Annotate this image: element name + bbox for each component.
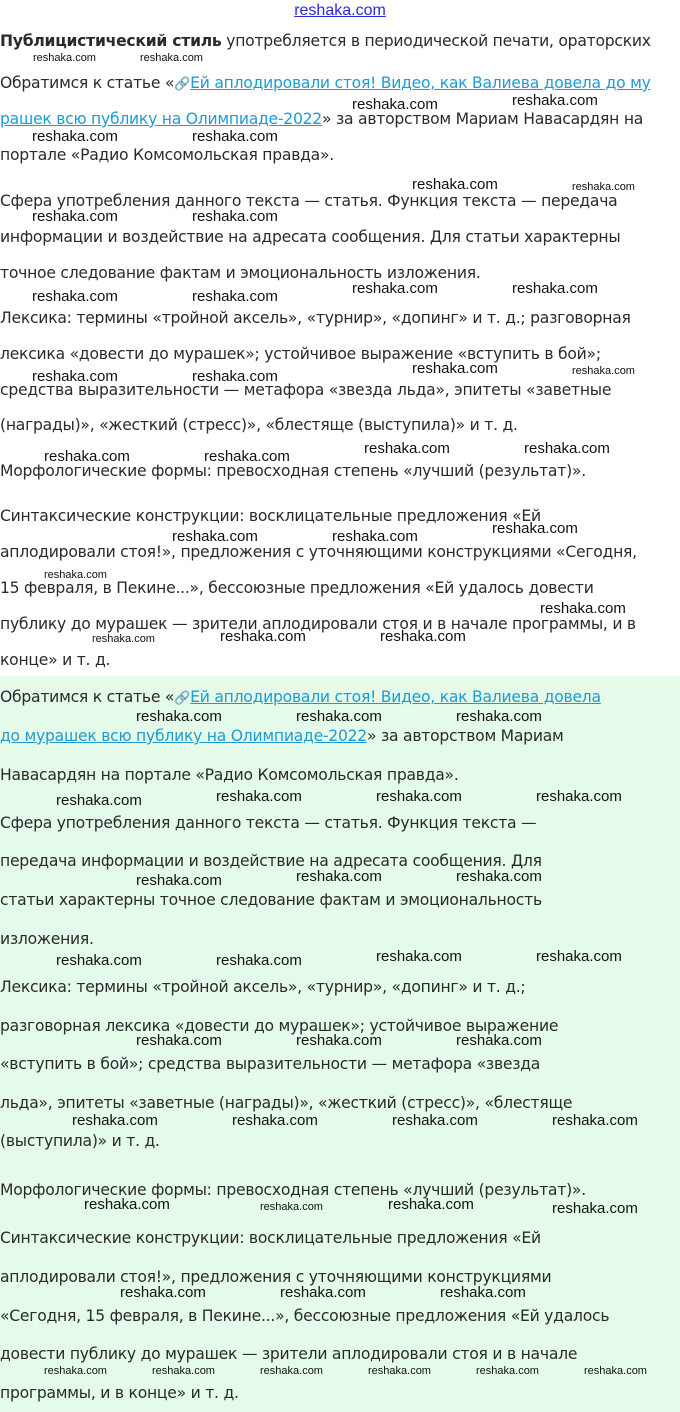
watermark: reshaka.com xyxy=(56,952,142,969)
watermark: reshaka.com xyxy=(376,948,462,965)
article-link-part-1[interactable]: Ей аплодировали стоя! Видео, как Валиева довела до му xyxy=(190,74,651,92)
hl-lexicon-line-4: льда», эпитеты «заветные (награды)», «жесткий (стресс)», «блестяще xyxy=(0,1094,573,1112)
watermark: reshaka.com xyxy=(364,440,450,457)
syntax-line-2: аплодировали стоя!», предложения с уточняющими конструкциями «Сегодня, xyxy=(0,543,637,561)
watermark: reshaka.com xyxy=(32,368,118,385)
hl-lexicon-line-5: (выступила)» и т. д. xyxy=(0,1132,160,1150)
watermark: reshaka.com xyxy=(44,569,107,581)
lexicon-line-1: Лексика: термины «тройной аксель», «турнир», «допинг» и т. д.; разговорная xyxy=(0,309,631,327)
hl-syntax-line-5: программы, и в конце» и т. д. xyxy=(0,1384,239,1402)
style-name: Публицистический стиль xyxy=(0,32,222,50)
watermark: reshaka.com xyxy=(352,280,438,297)
watermark: reshaka.com xyxy=(136,1032,222,1049)
watermark: reshaka.com xyxy=(72,1112,158,1129)
hl-article-link-part-2[interactable]: до мурашек всю публику на Олимпиаде-2022 xyxy=(0,727,367,745)
watermark: reshaka.com xyxy=(152,1365,215,1377)
watermark: reshaka.com xyxy=(296,708,382,725)
watermark: reshaka.com xyxy=(204,448,290,465)
watermark: reshaka.com xyxy=(192,208,278,225)
syntax-line-3: 15 февраля, в Пекине...», бессоюзные предложения «Ей удалось довести xyxy=(0,579,594,597)
hl-article-ref-author: » за авторством Мариам xyxy=(366,727,564,745)
intro-rest: употребляется в периодической печати, ораторских xyxy=(221,32,651,50)
hl-sphere-line-4: изложения. xyxy=(0,930,94,948)
sphere-line-1: Сфера употребления данного текста — статья. Функция текста — передача xyxy=(0,192,618,210)
watermark: reshaka.com xyxy=(216,788,302,805)
chain-link-icon: 🔗 xyxy=(174,691,191,706)
watermark: reshaka.com xyxy=(456,868,542,885)
watermark: reshaka.com xyxy=(440,1284,526,1301)
chain-link-icon: 🔗 xyxy=(174,77,191,92)
hl-syntax-line-4: довести публику до мурашек — зрители аплодировали стоя и в начале xyxy=(0,1345,578,1363)
watermark: reshaka.com xyxy=(33,52,96,64)
watermark: reshaka.com xyxy=(136,708,222,725)
watermark: reshaka.com xyxy=(216,952,302,969)
watermark: reshaka.com xyxy=(536,788,622,805)
hl-syntax-line-2: аплодировали стоя!», предложения с уточняющими конструкциями xyxy=(0,1268,552,1286)
lexicon-line-2: лексика «довести до мурашек»; устойчивое выражение «вступить в бой»; xyxy=(0,345,601,363)
watermark: reshaka.com xyxy=(296,1032,382,1049)
hl-article-ref-prefix: Обратимся к статье « xyxy=(0,688,175,706)
watermark: reshaka.com xyxy=(92,633,155,645)
article-ref-prefix: Обратимся к статье « xyxy=(0,74,175,92)
watermark: reshaka.com xyxy=(32,208,118,225)
hl-article-link-part-1[interactable]: Ей аплодировали стоя! Видео, как Валиева довела xyxy=(190,688,601,706)
watermark: reshaka.com xyxy=(192,128,278,145)
hl-sphere-line-3: статьи характерны точное следование фактам и эмоциональность xyxy=(0,891,542,909)
hl-sphere-line-2: передача информации и воздействие на адресата сообщения. Для xyxy=(0,852,542,870)
watermark: reshaka.com xyxy=(172,528,258,545)
watermark: reshaka.com xyxy=(572,181,635,193)
hl-article-ref-line-2 xyxy=(0,726,564,746)
watermark: reshaka.com xyxy=(540,600,626,617)
watermark: reshaka.com xyxy=(332,528,418,545)
article-ref-line-3: портале «Радио Комсомольская правда». xyxy=(0,146,334,164)
hl-lexicon-line-3: «вступить в бой»; средства выразительности — метафора «звезда xyxy=(0,1055,541,1073)
watermark: reshaka.com xyxy=(388,1196,474,1213)
hl-syntax-line-1: Синтаксические конструкции: восклицательные предложения «Ей xyxy=(0,1229,541,1247)
hl-article-ref-line-1 xyxy=(0,687,601,709)
watermark: reshaka.com xyxy=(232,1112,318,1129)
watermark: reshaka.com xyxy=(572,365,635,377)
watermark: reshaka.com xyxy=(412,176,498,193)
syntax-line-1: Синтаксические конструкции: восклицательные предложения «Ей xyxy=(0,507,541,525)
watermark: reshaka.com xyxy=(456,708,542,725)
watermark: reshaka.com xyxy=(456,1032,542,1049)
hl-syntax-line-3: «Сегодня, 15 февраля, в Пекине...», бессоюзные предложения «Ей удалось xyxy=(0,1307,610,1325)
article-link-part-2[interactable]: рашек всю публику на Олимпиаде-2022 xyxy=(0,110,322,128)
watermark: reshaka.com xyxy=(84,1196,170,1213)
watermark: reshaka.com xyxy=(392,1112,478,1129)
watermark: reshaka.com xyxy=(492,520,578,537)
site-header-link[interactable]: reshaka.com xyxy=(294,2,386,19)
lexicon-line-3: средства выразительности — метафора «звезда льда», эпитеты «заветные xyxy=(0,381,612,399)
watermark: reshaka.com xyxy=(192,288,278,305)
watermark: reshaka.com xyxy=(140,52,203,64)
watermark: reshaka.com xyxy=(32,288,118,305)
hl-sphere-line-1: Сфера употребления данного текста — статья. Функция текста — xyxy=(0,814,537,832)
intro-line xyxy=(0,31,651,51)
syntax-line-5: конце» и т. д. xyxy=(0,651,111,669)
watermark: reshaka.com xyxy=(380,628,466,645)
watermark: reshaka.com xyxy=(376,788,462,805)
watermark: reshaka.com xyxy=(32,128,118,145)
watermark: reshaka.com xyxy=(524,440,610,457)
watermark: reshaka.com xyxy=(512,92,598,109)
hl-morphology-line-1: Морфологические формы: превосходная степень «лучший (результат)». xyxy=(0,1181,586,1199)
watermark: reshaka.com xyxy=(136,872,222,889)
hl-article-ref-line-3: Навасардян на портале «Радио Комсомольская правда». xyxy=(0,766,459,784)
watermark: reshaka.com xyxy=(260,1201,323,1213)
watermark: reshaka.com xyxy=(476,1365,539,1377)
watermark: reshaka.com xyxy=(584,1365,647,1377)
watermark: reshaka.com xyxy=(56,792,142,809)
watermark: reshaka.com xyxy=(368,1365,431,1377)
sphere-line-3: точное следование фактам и эмоциональность изложения. xyxy=(0,264,481,282)
lexicon-line-4: (награды)», «жесткий (стресс)», «блестяще (выступила)» и т. д. xyxy=(0,416,518,434)
morphology-line-1: Морфологические формы: превосходная степень «лучший (результат)». xyxy=(0,462,586,480)
watermark: reshaka.com xyxy=(536,948,622,965)
syntax-line-4: публику до мурашек — зрители аплодировали стоя и в начале программы, и в xyxy=(0,615,636,633)
watermark: reshaka.com xyxy=(120,1284,206,1301)
sphere-line-2: информации и воздействие на адресата сообщения. Для статьи характерны xyxy=(0,228,621,246)
watermark: reshaka.com xyxy=(44,448,130,465)
article-ref-line-2 xyxy=(0,109,643,129)
hl-lexicon-line-1: Лексика: термины «тройной аксель», «турнир», «допинг» и т. д.; xyxy=(0,978,526,996)
watermark: reshaka.com xyxy=(280,1284,366,1301)
watermark: reshaka.com xyxy=(44,1365,107,1377)
watermark: reshaka.com xyxy=(412,360,498,377)
watermark: reshaka.com xyxy=(552,1200,638,1217)
hl-lexicon-line-2: разговорная лексика «довести до мурашек»; устойчивое выражение xyxy=(0,1017,559,1035)
watermark: reshaka.com xyxy=(220,628,306,645)
article-ref-author: » за авторством Мариам Навасардян на xyxy=(321,110,644,128)
watermark: reshaka.com xyxy=(512,280,598,297)
watermark: reshaka.com xyxy=(352,96,438,113)
watermark: reshaka.com xyxy=(260,1365,323,1377)
watermark: reshaka.com xyxy=(296,868,382,885)
watermark: reshaka.com xyxy=(192,368,278,385)
watermark: reshaka.com xyxy=(552,1112,638,1129)
